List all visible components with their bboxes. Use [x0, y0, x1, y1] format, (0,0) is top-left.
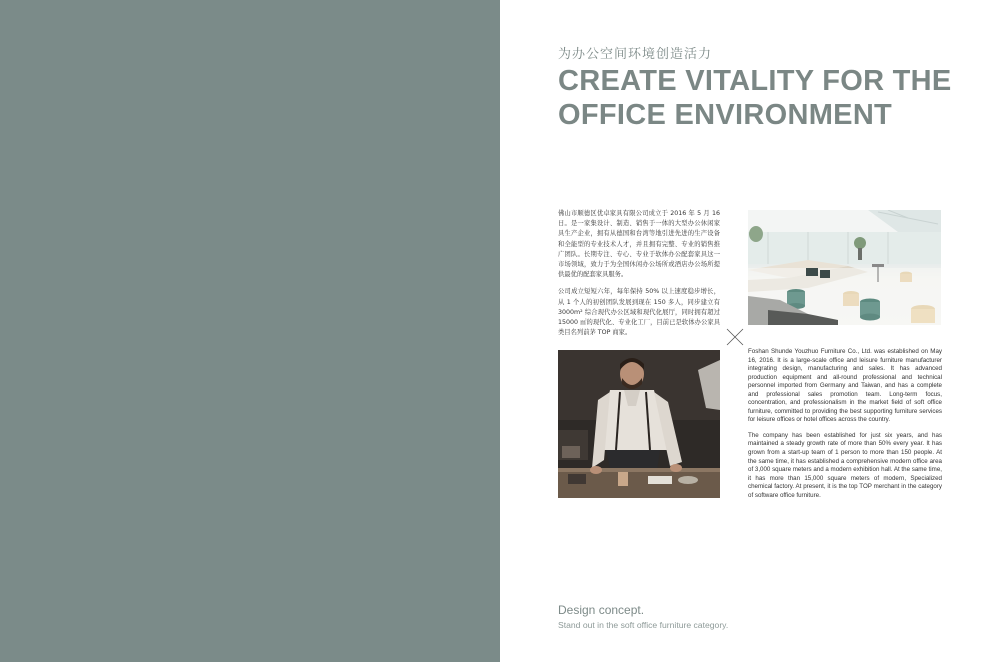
headline-line-1: CREATE VITALITY FOR THE	[558, 65, 952, 97]
right-page	[500, 0, 1000, 662]
cross-mark-icon	[726, 328, 744, 346]
english-paragraph-2: The company has been established for just six years, and has maintained a steady growth rate of more than 50% every year. It has grown from a start-up team of 1 person to more than 150 people. At the same time, it has established a comprehensive modern office area of 3,000 square meters and a modern exhibition hall. At the same time, it has more than 15,000 square meters of modern, Specialized chemical factory. At present, it is the top TOP merchant in the category of software office furniture.	[748, 431, 942, 499]
chinese-body-text	[558, 209, 720, 345]
english-body-text	[748, 348, 942, 507]
chinese-paragraph-2: 公司成立短短六年，每年保持 50% 以上速度稳步增长，从 1 个人的初创团队发展到现在 150 多人，同步建立有 3000m² 综合现代办公区域和现代化展厅，同时拥有超过 15000 ㎡的现代化、专业化工厂，目前已是软体办公家具类目名列前茅 TOP 商家。	[558, 288, 720, 337]
design-concept-subtitle: Stand out in the soft office furniture category.	[558, 620, 729, 630]
english-paragraph-1: Foshan Shunde Youzhuo Furniture Co., Ltd. was established on May 16, 2016. It is a large-scale office and leisure furniture manufacturer integrating design, manufacturing and sales. It has advanced production equipment and all-round professional and technical personnel imported from Germany and Taiwan, and has a complete and professional sales promotion team. Long-term focus, concentration, and professionalism in the market field of soft office furniture, committed to providing the best supporting furniture services for leisure offices or hotel offices across the country.	[748, 348, 942, 424]
office-interior-photo	[748, 210, 941, 325]
headline-line-2: OFFICE ENVIRONMENT	[558, 99, 893, 131]
design-concept-title: Design concept.	[558, 603, 645, 617]
chinese-paragraph-1: 佛山市顺德区优卓家具有限公司成立于 2016 年 5 月 16 日。是一家集设计、制造、销售于一体的大型办公休闲家具生产企业，拥有从德国和台湾等地引进先进的生产设备和全能型的专业技术人才，并且拥有完整、专业的销售推广团队。长期专注、专心、专业于软体办公配套家具这一市场领域，致力于为全国休闲办公场所或酒店办公场所提供最优的配套家具服务。	[558, 210, 720, 279]
craftsman-photo	[558, 350, 720, 498]
chinese-subtitle: 为办公空间环境创造活力	[558, 47, 713, 62]
headline	[558, 64, 978, 132]
